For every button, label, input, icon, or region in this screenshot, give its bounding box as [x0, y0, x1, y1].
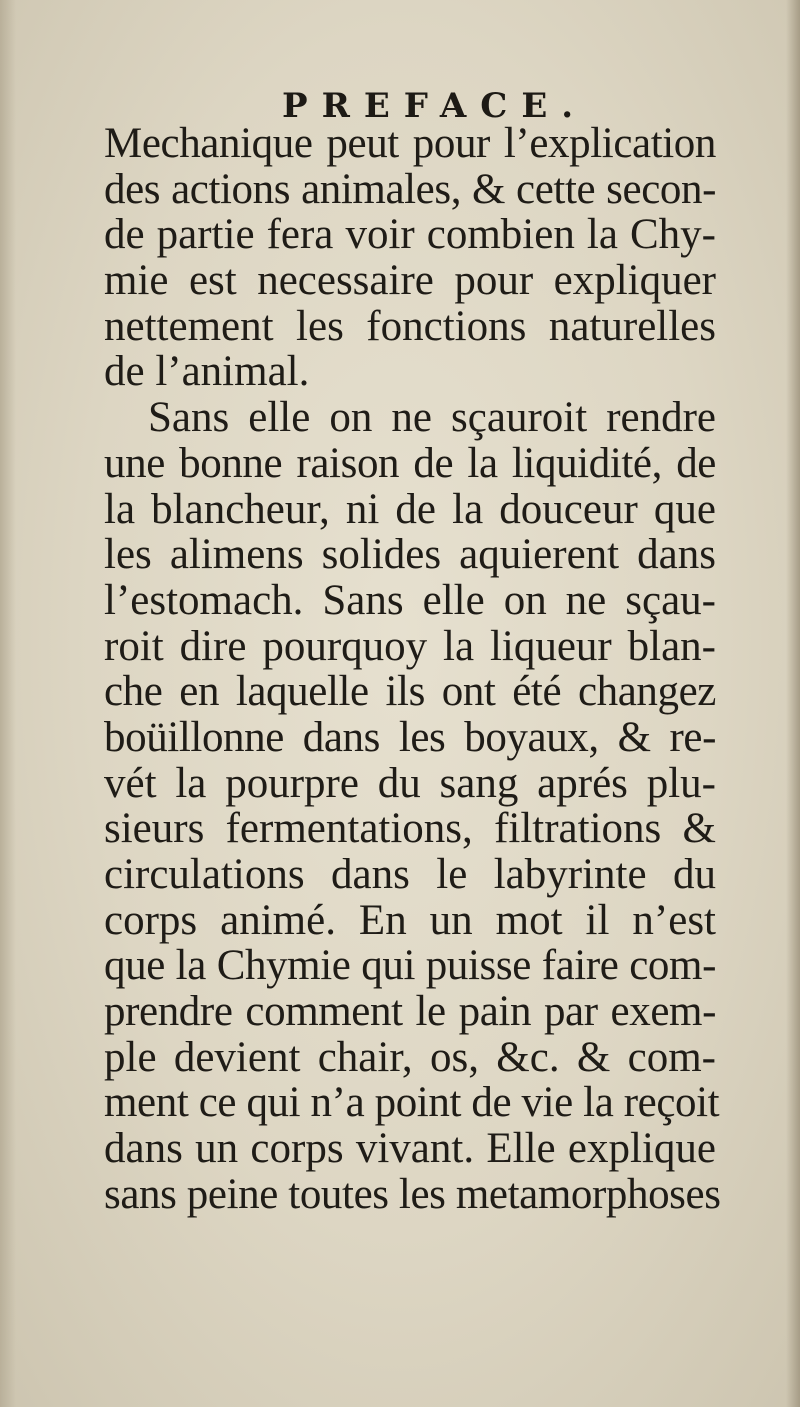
text-line: nettement les fonctions naturelles	[104, 302, 716, 350]
text-line: l’estomach. Sans elle on ne sçau-	[104, 576, 716, 624]
running-header: PREFACE.	[282, 86, 588, 126]
page-body-text	[104, 120, 721, 1218]
text-line: que la Chymie qui puisse faire com-	[104, 942, 716, 990]
text-line: des actions animales, & cette secon-	[104, 165, 716, 213]
text-line: Sans elle on ne sçauroit rendre	[148, 394, 716, 442]
text-line: sieurs fermentations, filtrations &	[104, 805, 716, 853]
text-line: mie est necessaire pour expliquer	[104, 257, 716, 305]
text-line: dans un corps vivant. Elle explique	[104, 1125, 716, 1173]
text-line: de partie fera voir combien la Chy-	[104, 211, 716, 259]
text-line: les alimens solides aquierent dans	[104, 531, 716, 579]
text-line: circulations dans le labyrinte du	[104, 851, 716, 898]
text-line: roit dire pourquoy la liqueur blan-	[104, 622, 716, 670]
text-line: la blancheur, ni de la douceur que	[104, 485, 716, 533]
text-line: sans peine toutes les metamorphoses	[104, 1170, 721, 1218]
text-line: Mechanique peut pour l’explication	[104, 120, 716, 167]
text-line: vét la pourpre du sang aprés plu-	[104, 759, 716, 807]
text-line: boüillonne dans les boyaux, & re-	[104, 713, 716, 761]
text-line: ple devient chair, os, &c. & com-	[104, 1033, 716, 1081]
text-line: prendre comment le pain par exem-	[104, 988, 716, 1036]
text-line: corps animé. En un mot il n’est	[104, 896, 716, 944]
text-line: une bonne raison de la liquidité, de	[104, 439, 716, 487]
text-line: de l’animal.	[104, 348, 310, 396]
text-line: ment ce qui n’a point de vie la reçoit	[104, 1079, 720, 1127]
text-line: che en laquelle ils ont été changez	[104, 668, 716, 716]
